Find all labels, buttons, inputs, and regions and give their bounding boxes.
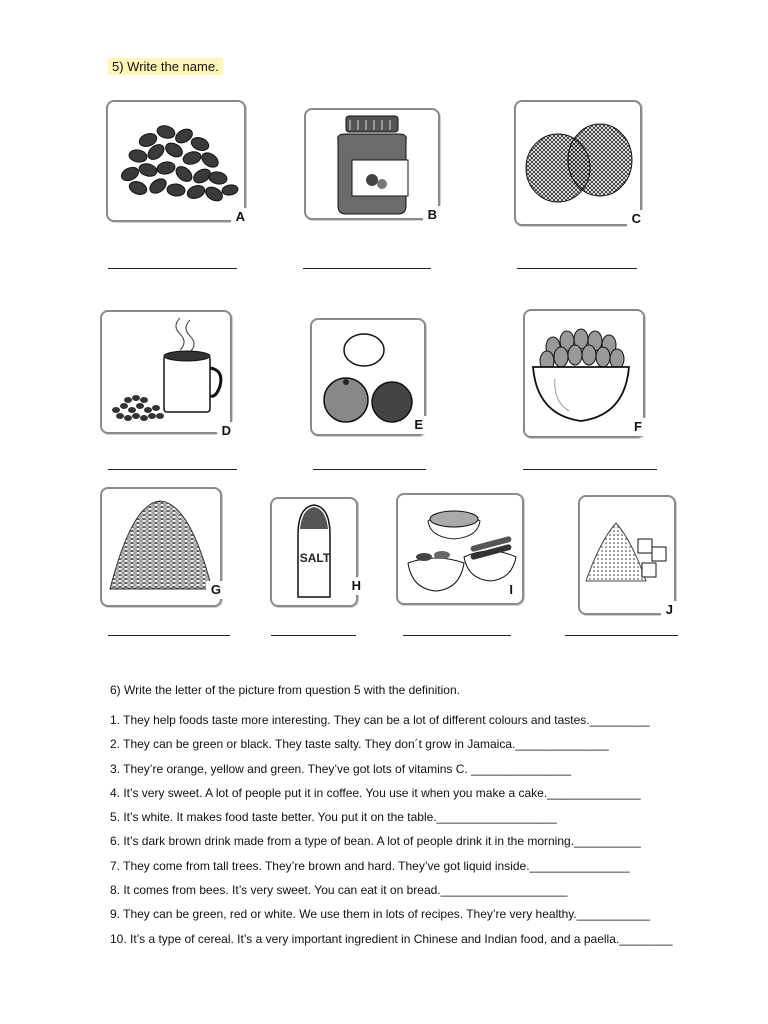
picture-card-g — [100, 487, 222, 607]
answer-line-f[interactable] — [523, 469, 657, 470]
answer-line-b[interactable] — [303, 268, 431, 269]
definition-item: 2. They can be green or black. They taste salty. They don´t grow in Jamaica.______________ — [110, 737, 609, 752]
coffee-cup-icon — [102, 312, 230, 432]
answer-line-g[interactable] — [108, 635, 230, 636]
picture-letter: G — [206, 581, 226, 599]
picture-card-j — [578, 495, 676, 615]
picture-letter: D — [217, 422, 236, 440]
answer-line-a[interactable] — [108, 268, 237, 269]
picture-card-e — [310, 318, 426, 436]
citrus-fruits-icon — [312, 320, 424, 434]
definition-item: 1. They help foods taste more interesting. They can be a lot of different colours and tastes._________ — [110, 713, 650, 727]
picture-card-f — [523, 309, 645, 438]
picture-card-d — [100, 310, 232, 438]
coconuts-icon — [516, 102, 640, 224]
answer-line-e[interactable] — [313, 469, 426, 470]
definition-item: 9. They can be green, red or white. We use them in lots of recipes. They’re very healthy.___________ — [110, 907, 651, 922]
answer-line-h[interactable] — [271, 635, 356, 636]
picture-letter: C — [627, 210, 646, 228]
picture-letter: A — [231, 208, 250, 226]
picture-card-i — [396, 493, 524, 605]
picture-letter: I — [504, 581, 518, 599]
beans-pile-icon — [108, 102, 244, 220]
salt-shaker-text: SALT — [299, 551, 331, 565]
definition-item: 8. It comes from bees. It’s very sweet. You can eat it on bread.___________________ — [110, 883, 568, 898]
definition-item: 4. It’s very sweet. A lot of people put it in coffee. You use it when you make a cake.______________ — [110, 785, 641, 800]
question-5-title: 5) Write the name. — [108, 58, 223, 75]
picture-card-a — [106, 100, 246, 222]
picture-card-h — [270, 497, 361, 607]
picture-letter: E — [409, 416, 428, 434]
picture-letter: B — [423, 206, 442, 224]
rice-pile-icon — [102, 489, 220, 605]
picture-card-b — [304, 108, 440, 220]
definition-list — [110, 712, 673, 955]
definition-item: 10. It’s a type of cereal. It’s a very important ingredient in Chinese and Indian food, and a paella.________ — [110, 931, 673, 946]
picture-letter: H — [347, 577, 366, 595]
definition-item: 5. It’s white. It makes food taste better. You put it on the table.__________________ — [110, 810, 557, 825]
answer-line-d[interactable] — [108, 469, 237, 470]
picture-letter: F — [629, 418, 647, 436]
question-6-title: 6) Write the letter of the picture from question 5 with the definition. — [110, 683, 460, 697]
answer-line-j[interactable] — [565, 635, 678, 636]
honey-jar-icon — [306, 110, 438, 218]
olives-bowl-icon — [525, 311, 643, 436]
answer-line-i[interactable] — [403, 635, 511, 636]
definition-item: 3. They’re orange, yellow and green. They’ve got lots of vitamins C. _______________ — [110, 761, 572, 776]
picture-letter: J — [661, 601, 678, 619]
definition-item: 6. It’s dark brown drink made from a type of bean. A lot of people drink it in the morning.__________ — [110, 834, 641, 849]
picture-card-c — [514, 100, 642, 226]
answer-line-c[interactable] — [517, 268, 637, 269]
sugar-icon — [580, 497, 674, 613]
definition-item: 7. They come from tall trees. They’re brown and hard. They’ve got liquid inside._______________ — [110, 858, 630, 873]
